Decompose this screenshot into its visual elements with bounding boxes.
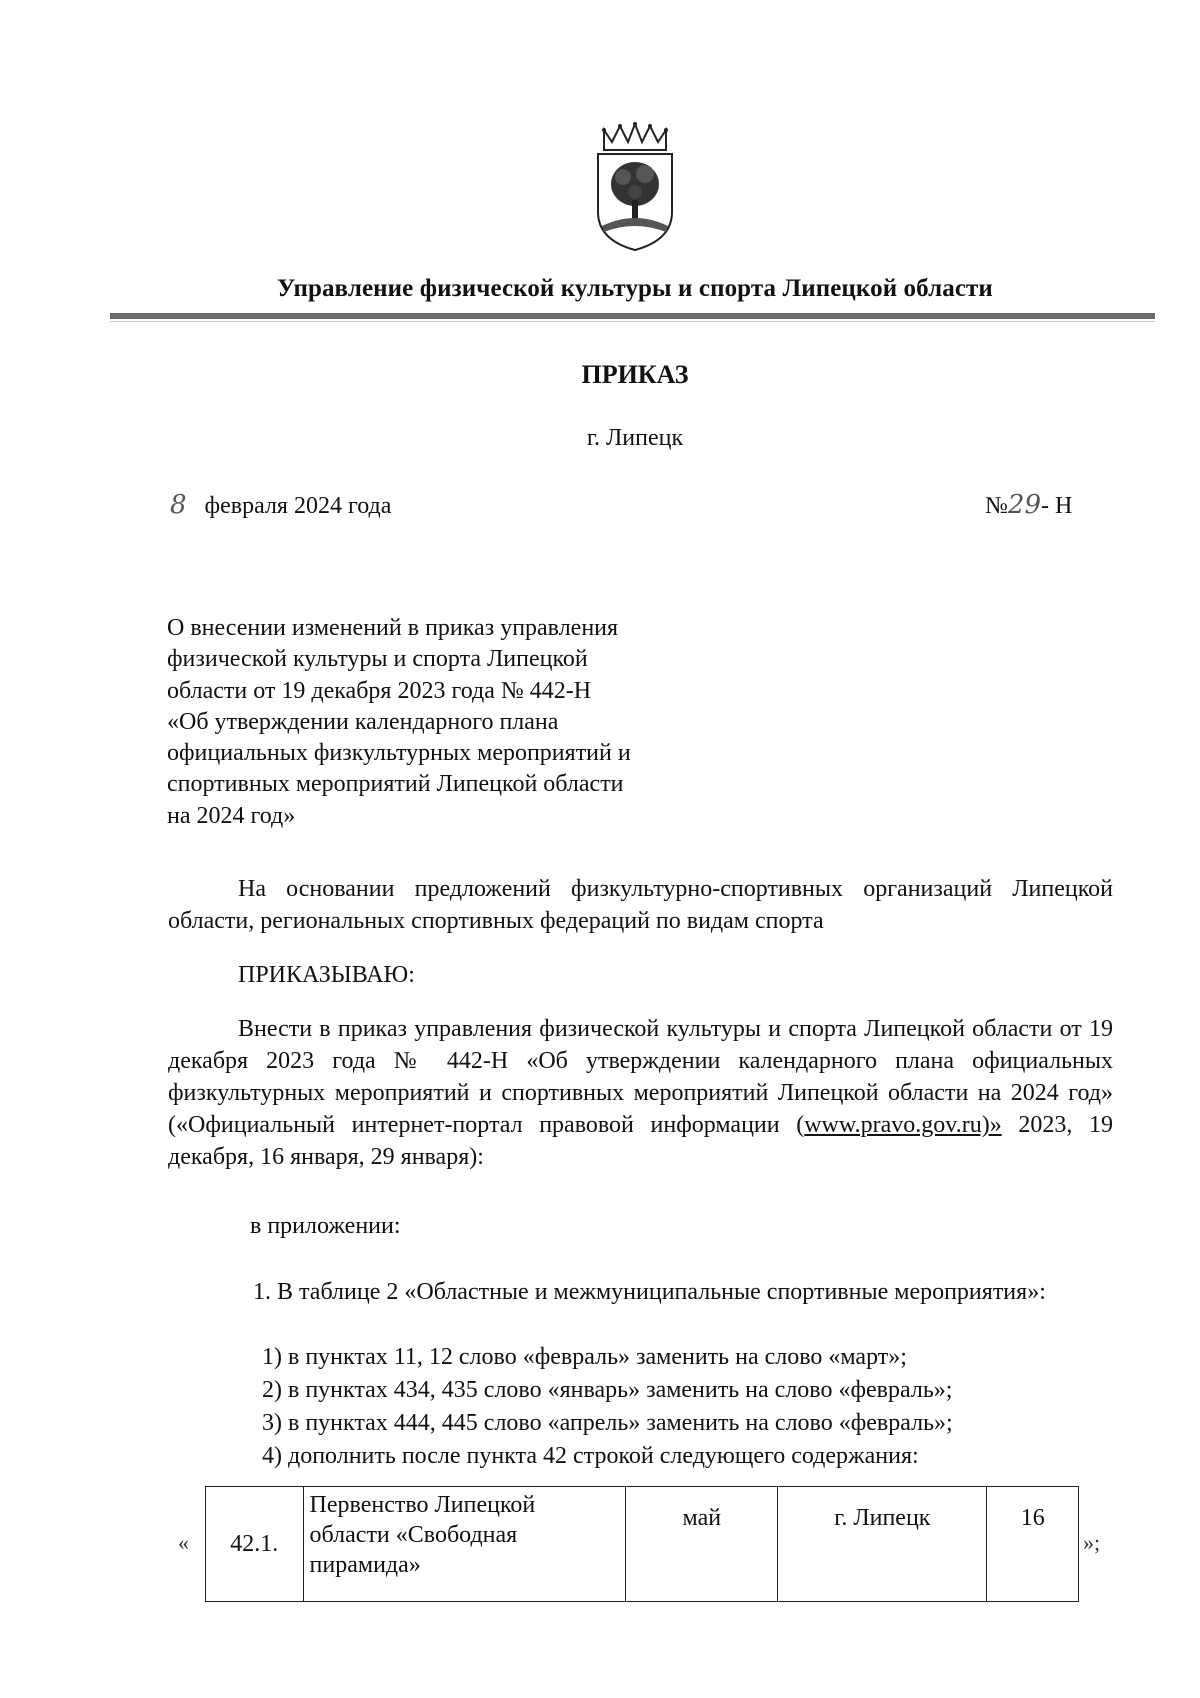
subitem-3: 3) в пунктах 444, 445 слово «апрель» заменить на слово «февраль»;	[262, 1410, 953, 1436]
cell-location: г. Липецк	[778, 1487, 987, 1602]
table-quote-close: »;	[1083, 1530, 1101, 1555]
main-paragraph	[168, 1013, 1113, 1173]
subitem-2: 2) в пунктах 434, 435 слово «январь» заменить на слово «февраль»;	[262, 1377, 953, 1403]
document-subject	[167, 613, 727, 832]
appendix-line: в приложении:	[250, 1213, 401, 1239]
header-rule	[110, 313, 1155, 319]
main-text-part: Внести в приказ управления физической культуры и спорта Липецкой области от 19 декабря 2023 года № 442-Н «Об утверждении календарного плана официальных физкультурных мероприятий и спортивных мероприятий Липецкой области на 2024 год» («Официальный интернет-портал правовой информации (	[168, 1016, 1113, 1138]
document-city: г. Липецк	[586, 425, 684, 451]
document-type: ПРИКАЗ	[581, 360, 689, 389]
table-quote-open: «	[178, 1530, 189, 1555]
subject-line: на 2024 год»	[167, 802, 296, 829]
document-date	[170, 490, 391, 520]
basis-paragraph: На основании предложений физкультурно-спортивных организаций Липецкой области, региональных спортивных федераций по видам спорта	[168, 876, 1113, 934]
main-text-part: 2023, 19 декабря, 16 января, 29 января):	[168, 1112, 1113, 1170]
subject-line: спортивных мероприятий Липецкой области	[167, 771, 624, 798]
number-handwritten: 29	[1007, 490, 1041, 520]
order-word: ПРИКАЗЫВАЮ:	[238, 962, 415, 988]
subject-line: официальных физкультурных мероприятий и	[167, 740, 631, 767]
subject-line: «Об утверждении календарного плана	[167, 708, 559, 735]
subject-line: физической культуры и спорта Липецкой	[167, 646, 588, 673]
cell-month: май	[626, 1487, 778, 1602]
pravo-link[interactable]: www.pravo.gov.ru)»	[804, 1112, 1002, 1138]
cell-number: 42.1.	[206, 1487, 304, 1602]
subitem-1: 1) в пунктах 11, 12 слово «февраль» заменить на слово «март»;	[262, 1344, 907, 1370]
item-1: 1. В таблице 2 «Областные и межмуниципальные спортивные мероприятия»:	[253, 1279, 1046, 1305]
header-rule-thin	[110, 321, 1155, 322]
date-rest: февраля 2024 года	[204, 493, 392, 519]
subject-line: О внесении изменений в приказ управления	[167, 615, 619, 641]
date-day-handwritten: 8	[170, 490, 187, 520]
number-prefix: №	[985, 493, 1008, 519]
cell-participants: 16	[987, 1487, 1079, 1602]
subitem-4: 4) дополнить после пункта 42 строкой следующего содержания:	[262, 1443, 919, 1469]
document-number	[985, 490, 1072, 520]
cell-event: Первенство Липецкой области «Свободная пирамида»	[303, 1487, 626, 1602]
coat-of-arms-icon	[590, 122, 680, 252]
inserted-row-table	[205, 1486, 1079, 1602]
subject-line: области от 19 декабря 2023 года № 442-Н	[167, 677, 592, 704]
number-suffix: - Н	[1041, 493, 1073, 519]
table-row	[206, 1487, 1079, 1602]
organization-name: Управление физической культуры и спорта Липецкой области	[277, 275, 993, 302]
